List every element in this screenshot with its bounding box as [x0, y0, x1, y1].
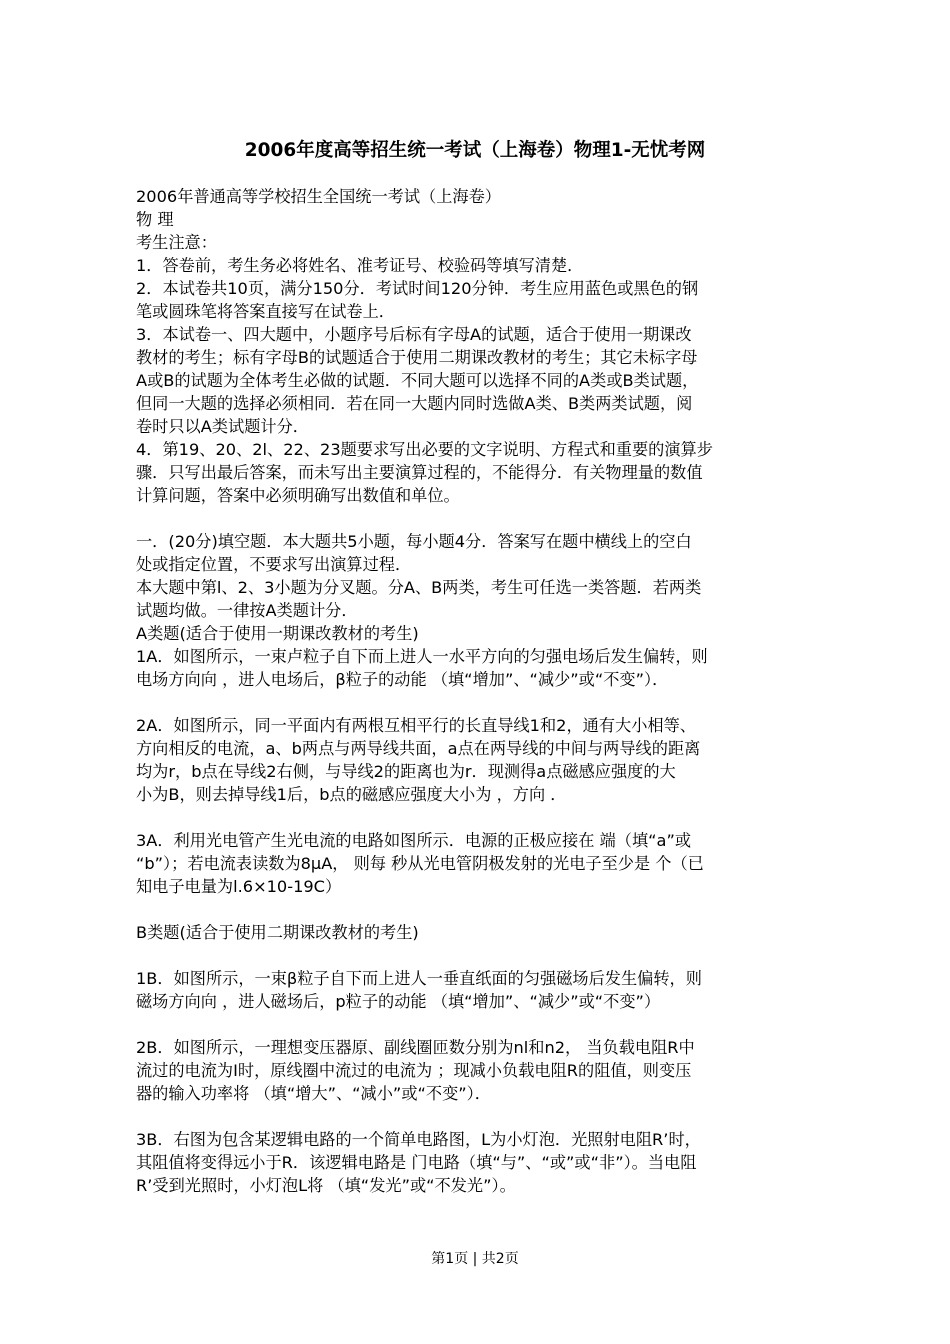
question-2a: 2A．如图所示，同一平面内有两根互相平行的长直导线1和2，通有大小相等、 方向相反的电流，a、b两点与两导线共面，a点在两导线的中间与两导线的距离 均为r，b点在导线2右侧，与导线2的距离也为r．现测得a点磁感应强度的大 小为B，则去掉导线1后，b点的磁感应强度大小为 ，方向 ．: [136, 716, 701, 804]
question-3b: 3B．右图为包含某逻辑电路的一个简单电路图，L为小灯泡．光照射电阻R’时， 其阻值将变得远小于R．该逻辑电路是 门电路（填“与”、“或”或“非”）。当电阻 R’受到光照时，小灯泡L将 （填“发光”或“不发光”）。: [136, 1130, 701, 1195]
question-3a: 3A．利用光电管产生光电流的电路如图所示．电源的正极应接在 端（填“a”或 “b”）；若电流表读数为8μA， 则每 秒从光电管阴极发射的光电子至少是 个（已 知电子电量为l.6×10-19C）: [136, 831, 704, 896]
notice-item-1: 1．答卷前，考生务必将姓名、准考证号、校验码等填写清楚．: [136, 256, 584, 275]
page-number-footer: 第1页 | 共2页: [431, 1251, 519, 1267]
section-one-intro: 一．(20分)填空题．本大题共5小题，每小题4分．答案写在题中横线上的空白 处或指定位置，不要求写出演算过程．: [136, 532, 692, 574]
spacer: [136, 507, 818, 530]
type-a-heading: A类题(适合于使用一期课改教材的考生): [136, 624, 419, 643]
question-2b: 2B．如图所示，一理想变压器原、副线圈匝数分别为nl和n2， 当负载电阻R中 流过的电流为I时，原线圈中流过的电流为 ；现减小负载电阻R的阻值，则变压 器的输入功率将 （填“增大”、“减小”或“不变”）．: [136, 1038, 695, 1103]
notice-heading: 考生注意：: [136, 233, 217, 252]
spacer: [136, 898, 818, 921]
question-1b: 1B．如图所示，一束β粒子自下而上进人一垂直纸面的匀强磁场后发生偏转，则 磁场方向向 ，进人磁场后，p粒子的动能 （填“增加”、“减少”或“不变”）: [136, 969, 702, 1011]
spacer: [136, 691, 818, 714]
document-body: [136, 185, 818, 1197]
spacer: [136, 806, 818, 829]
document-title: 2006年度高等招生统一考试（上海卷）物理1-无忧考网: [244, 140, 706, 161]
spacer: [136, 944, 818, 967]
spacer: [136, 1013, 818, 1036]
type-b-heading: B类题(适合于使用二期课改教材的考生): [136, 923, 419, 942]
notice-item-4: 4．第19、20、2l、22、23题要求写出必要的文字说明、方程式和重要的演算步 骤．只写出最后答案，而未写出主要演算过程的，不能得分．有关物理量的数值 计算问题，答案中必须明确写出数值和单位。: [136, 440, 713, 505]
notice-item-2: 2．本试卷共10页，满分150分．考试时间120分钟．考生应用蓝色或黑色的钢 笔或圆珠笔将答案直接写在试卷上．: [136, 279, 699, 321]
question-1a: 1A．如图所示，一束卢粒子自下而上进人一水平方向的匀强电场后发生偏转，则 电场方向向 ，进人电场后，β粒子的动能 （填“增加”、“减少”或“不变”）．: [136, 647, 708, 689]
spacer: [136, 1105, 818, 1128]
notice-item-3: 3．本试卷一、四大题中，小题序号后标有字母A的试题，适合于使用一期课改 教材的考生；标有字母B的试题适合于使用二期课改教材的考生；其它未标字母 A或B的试题为全体考生必做的试题．不同大题可以选择不同的A类或B类试题， 但同一大题的选择必须相同．若在同一大题内同时选做A类、B类两类试题，阅 卷时只以A类试题计分．: [136, 325, 699, 436]
subject-label: 物 理: [136, 210, 174, 229]
exam-heading: 2006年普通高等学校招生全国统一考试（上海卷）: [136, 187, 501, 206]
section-one-rules: 本大题中第l、2、3小题为分叉题。分A、B两类，考生可任选一类答题．若两类 试题均做。一律按A类题计分．: [136, 578, 702, 620]
